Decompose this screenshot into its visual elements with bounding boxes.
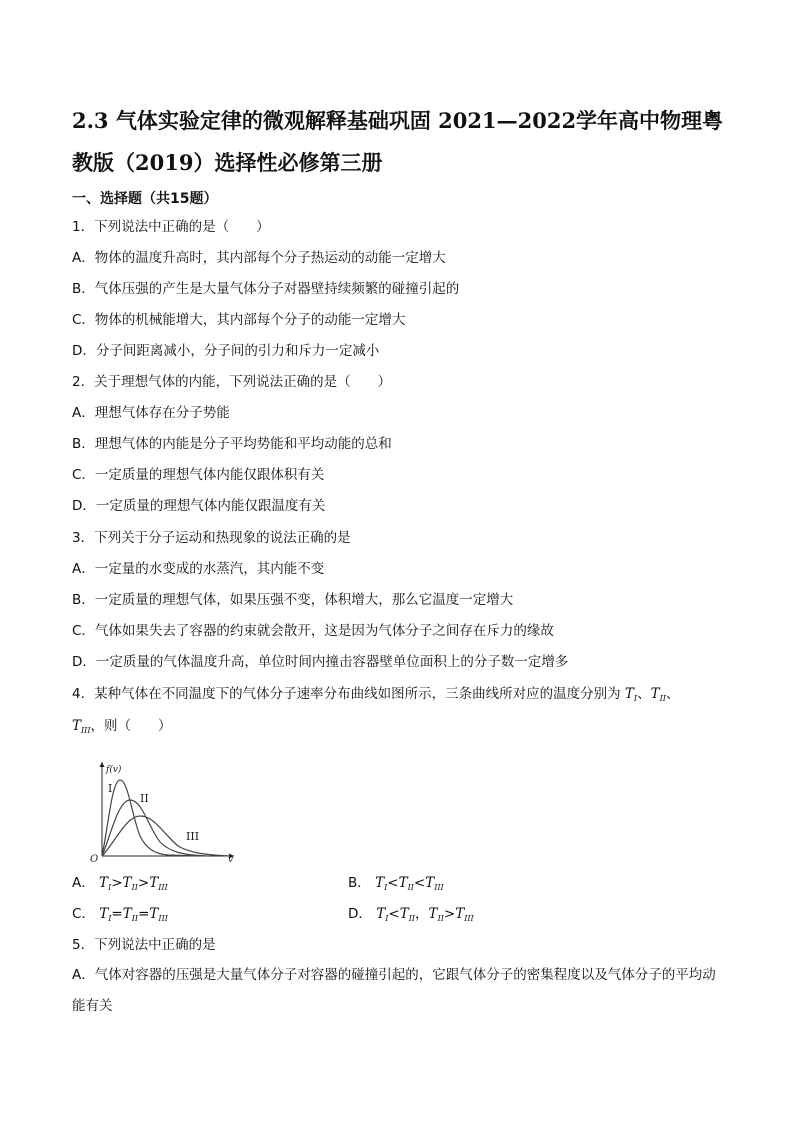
q4-option-b: B． $T_I<T_{II}<T_{III}$: [348, 875, 444, 892]
document-title: 2.3 气体实验定律的微观解释基础巩固 2021—2022学年高中物理粤教版（2019）选择性必修第三册: [72, 108, 724, 175]
origin-label: O: [90, 854, 99, 864]
q2-option-b: B．理想气体的内能是分子平均势能和平均动能的总和: [72, 436, 392, 452]
curve-i-label: I: [108, 782, 113, 795]
q4-stem-line2: $T_{III}$，则（ ）: [72, 718, 172, 735]
q2-option-d: D．一定质量的理想气体内能仅跟温度有关: [72, 498, 326, 514]
q3-option-a: A．一定量的水变成的水蒸汽，其内能不变: [72, 561, 325, 577]
y-axis-arrow: [100, 762, 105, 767]
curve-ii: [102, 800, 208, 856]
q3-stem: 3．下列关于分子运动和热现象的说法正确的是: [72, 530, 351, 546]
q3-option-c: C．气体如果失去了容器的约束就会散开，这是因为气体分子之间存在斥力的缘故: [72, 623, 554, 639]
q4-stem-text: 4．某种气体在不同温度下的气体分子速率分布曲线如图所示，三条曲线所对应的温度分别为: [72, 686, 621, 702]
curve-iii: [102, 816, 230, 856]
section-heading: 一、选择题（共15题）: [72, 191, 218, 207]
temp-t2: $T_{II}$: [650, 686, 666, 703]
q2-option-c: C．一定质量的理想气体内能仅跟体积有关: [72, 467, 325, 483]
temp-t1: $T_I$: [624, 686, 638, 703]
x-axis-label: v: [228, 855, 234, 864]
q3-option-b: B．一定质量的理想气体，如果压强不变，体积增大，那么它温度一定增大: [72, 592, 514, 608]
q4-option-a: A． $T_I>T_{II}>T_{III}$: [72, 875, 168, 892]
q1-option-a: A．物体的温度升高时，其内部每个分子热运动的动能一定增大: [72, 250, 446, 266]
q1-stem: 1．下列说法中正确的是（ ）: [72, 219, 270, 235]
y-axis-label: f(v): [106, 765, 122, 775]
q4-option-d: D． $T_I<T_{II}$，$T_{II}>T_{III}$: [348, 906, 474, 923]
q1-option-c: C．物体的机械能增大，其内部每个分子的动能一定增大: [72, 312, 406, 328]
q4-option-c: C． $T_I=T_{II}=T_{III}$: [72, 906, 168, 923]
q4-stem-line1: 4．某种气体在不同温度下的气体分子速率分布曲线如图所示，三条曲线所对应的温度分别为 $T_I$、$T_{II}$、: [72, 686, 680, 703]
q3-option-d: D．一定质量的气体温度升高，单位时间内撞击容器壁单位面积上的分子数一定增多: [72, 654, 569, 670]
q5-stem: 5．下列说法中正确的是: [72, 937, 216, 953]
q1-option-d: D．分子间距离减小，分子间的引力和斥力一定减小: [72, 343, 380, 359]
q2-option-a: A．理想气体存在分子势能: [72, 405, 230, 421]
curve-iii-label: III: [186, 830, 200, 843]
q2-stem: 2．关于理想气体的内能，下列说法正确的是（ ）: [72, 374, 392, 390]
q1-option-b: B．气体压强的产生是大量气体分子对器壁持续频繁的碰撞引起的: [72, 281, 460, 297]
curve-ii-label: II: [140, 792, 149, 805]
temp-t3: $T_{III}$: [72, 718, 91, 735]
speed-distribution-graph: [88, 758, 238, 864]
q5-option-a: A．气体对容器的压强是大量气体分子对容器的碰撞引起的，它跟气体分子的密集程度以及气体分子的平均动能有关: [72, 967, 716, 1014]
